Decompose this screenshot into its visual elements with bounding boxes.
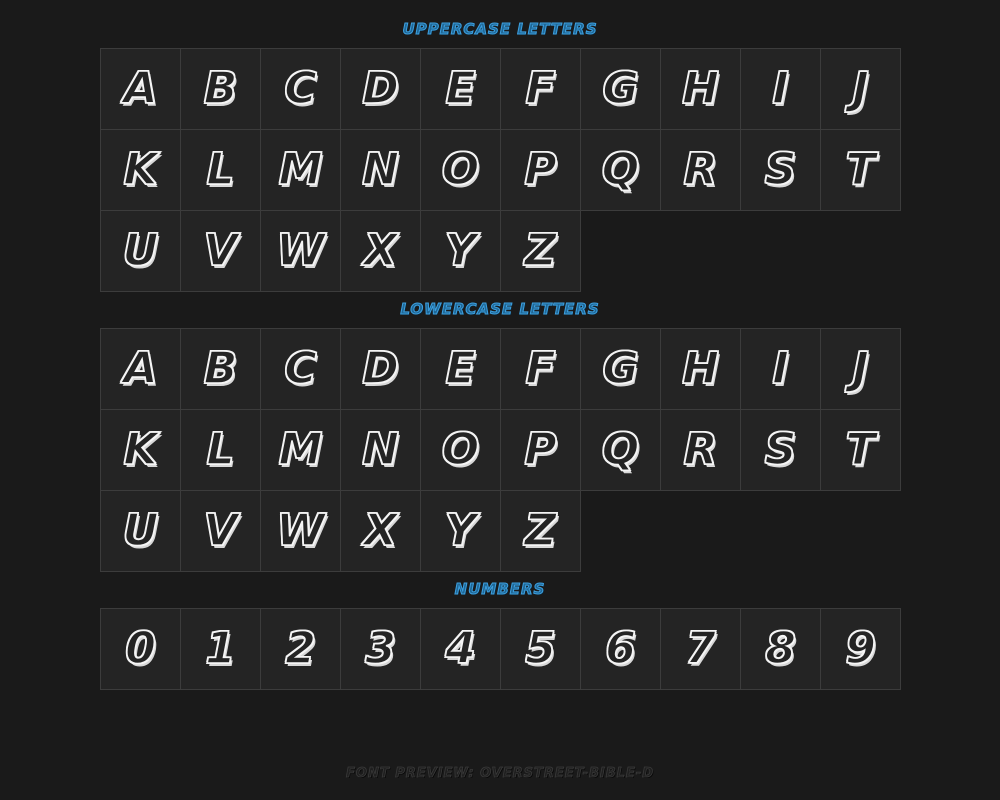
section-title-lowercase: LOWERCASE LETTERS — [400, 300, 600, 318]
glyph: Y — [444, 225, 477, 276]
glyph-cell — [501, 130, 581, 211]
glyph-cell — [741, 49, 821, 130]
glyph: U — [122, 225, 159, 276]
glyph-cell — [101, 329, 181, 410]
glyph: V — [203, 225, 238, 276]
glyph-cell — [181, 211, 261, 292]
glyph: J — [852, 63, 869, 114]
glyph-cell — [661, 130, 741, 211]
glyph: L — [206, 424, 235, 475]
glyph: F — [525, 63, 556, 114]
glyph-cell — [661, 410, 741, 491]
glyph: I — [772, 343, 789, 394]
footer-font-name-text: FONT PREVIEW: OVERSTREET-BIBLE-D — [346, 766, 654, 781]
glyph-cell — [501, 49, 581, 130]
glyph: 5 — [525, 623, 556, 674]
glyph: J — [852, 343, 869, 394]
glyph: B — [203, 343, 238, 394]
glyph-cell — [341, 211, 421, 292]
glyph-cell — [421, 410, 501, 491]
glyph: E — [445, 63, 476, 114]
glyph: 7 — [685, 623, 716, 674]
glyph-cell — [581, 130, 661, 211]
glyph-cell — [181, 49, 261, 130]
glyph-cell — [821, 609, 901, 690]
glyph-cell — [101, 211, 181, 292]
glyph: Z — [524, 505, 557, 556]
glyph: Z — [524, 225, 557, 276]
glyph-cell — [821, 130, 901, 211]
glyph: U — [122, 505, 159, 556]
glyph: A — [123, 343, 158, 394]
glyph-cell — [821, 49, 901, 130]
glyph: 8 — [765, 623, 796, 674]
glyph-cell — [341, 329, 421, 410]
glyph-cell — [421, 211, 501, 292]
glyph-cell — [261, 410, 341, 491]
glyph: 4 — [445, 623, 476, 674]
glyph-cell — [501, 491, 581, 572]
glyph: R — [683, 144, 718, 195]
glyph-cell — [741, 130, 821, 211]
glyph: Q — [601, 144, 640, 195]
glyph-cell — [661, 49, 741, 130]
glyph-cell — [341, 491, 421, 572]
glyph: T — [845, 424, 876, 475]
glyph: X — [363, 225, 398, 276]
glyph-cell — [341, 410, 421, 491]
glyph-cell — [421, 329, 501, 410]
glyph-cell — [181, 609, 261, 690]
glyph-cell — [421, 609, 501, 690]
glyph: F — [525, 343, 556, 394]
glyph: Y — [444, 505, 477, 556]
glyph: T — [845, 144, 876, 195]
glyph-cell — [101, 49, 181, 130]
glyph-cell — [341, 130, 421, 211]
glyph: P — [524, 424, 557, 475]
glyph-cell — [581, 329, 661, 410]
glyph-cell — [181, 130, 261, 211]
glyph: K — [123, 424, 158, 475]
glyph-cell — [741, 609, 821, 690]
glyph: D — [362, 63, 399, 114]
section-title-uppercase: UPPERCASE LETTERS — [402, 20, 598, 38]
glyph-cell — [501, 211, 581, 292]
glyph-cell — [741, 410, 821, 491]
glyph: W — [276, 505, 325, 556]
glyph: H — [682, 343, 719, 394]
glyph-cell — [261, 329, 341, 410]
lowercase-letters-grid — [100, 328, 901, 572]
glyph-cell — [501, 329, 581, 410]
glyph: N — [362, 424, 399, 475]
glyph: 1 — [205, 623, 236, 674]
glyph-cell — [181, 491, 261, 572]
glyph: Q — [601, 424, 640, 475]
glyph: O — [441, 144, 480, 195]
glyph-cell — [581, 49, 661, 130]
glyph-cell — [261, 211, 341, 292]
glyph-cell — [261, 130, 341, 211]
glyph-cell — [101, 130, 181, 211]
glyph-cell — [181, 410, 261, 491]
glyph: K — [123, 144, 158, 195]
uppercase-letters-grid — [100, 48, 901, 292]
glyph: G — [602, 63, 639, 114]
glyph: N — [362, 144, 399, 195]
glyph-cell — [821, 329, 901, 410]
glyph: 6 — [605, 623, 636, 674]
glyph: I — [772, 63, 789, 114]
glyph: W — [276, 225, 325, 276]
glyph: R — [683, 424, 718, 475]
glyph-cell — [261, 49, 341, 130]
glyph: 3 — [365, 623, 396, 674]
glyph: X — [363, 505, 398, 556]
glyph-cell — [821, 410, 901, 491]
glyph-cell — [741, 329, 821, 410]
glyph-cell — [101, 410, 181, 491]
glyph: C — [284, 63, 317, 114]
glyph: D — [362, 343, 399, 394]
glyph-cell — [661, 329, 741, 410]
glyph: P — [524, 144, 557, 195]
glyph: H — [682, 63, 719, 114]
glyph-cell — [661, 609, 741, 690]
glyph: M — [278, 144, 323, 195]
glyph-cell — [421, 49, 501, 130]
section-title-numbers: NUMBERS — [454, 580, 546, 598]
glyph: A — [123, 63, 158, 114]
glyph-cell — [581, 609, 661, 690]
glyph: L — [206, 144, 235, 195]
glyph-cell — [181, 329, 261, 410]
glyph-cell — [261, 609, 341, 690]
glyph: C — [284, 343, 317, 394]
glyph: B — [203, 63, 238, 114]
glyph-cell — [421, 491, 501, 572]
glyph-cell — [341, 49, 421, 130]
glyph-cell — [501, 410, 581, 491]
glyph-cell — [581, 410, 661, 491]
numbers-grid — [100, 608, 901, 690]
glyph-cell — [421, 130, 501, 211]
glyph: O — [441, 424, 480, 475]
glyph: S — [764, 144, 797, 195]
glyph: 0 — [125, 623, 156, 674]
glyph-cell — [101, 491, 181, 572]
glyph-cell — [341, 609, 421, 690]
glyph: V — [203, 505, 238, 556]
glyph: S — [764, 424, 797, 475]
glyph: M — [278, 424, 323, 475]
glyph: G — [602, 343, 639, 394]
glyph: 2 — [285, 623, 316, 674]
glyph-cell — [261, 491, 341, 572]
glyph: E — [445, 343, 476, 394]
glyph: 9 — [845, 623, 876, 674]
glyph-cell — [101, 609, 181, 690]
glyph-cell — [501, 609, 581, 690]
